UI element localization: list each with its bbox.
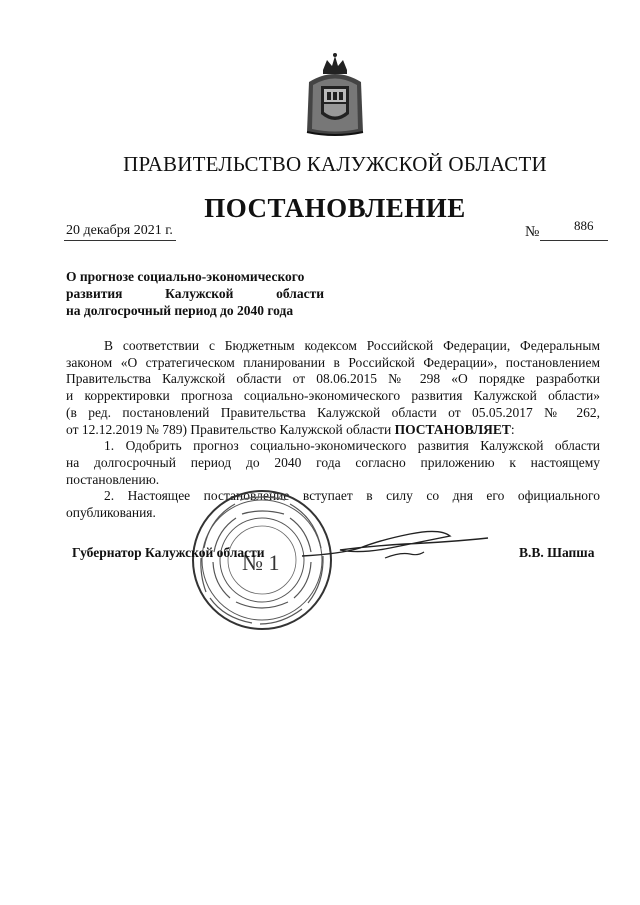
body-p2-line3: постановлению. xyxy=(66,471,160,487)
body-p2-line2: на долгосрочный период до 2040 года согласно приложению к настоящему xyxy=(66,454,600,470)
body-p2-line1: 1. Одобрить прогноз социально-экономического развития Калужской области xyxy=(104,438,600,454)
document-date: 20 декабря 2021 г. xyxy=(66,223,173,238)
coat-of-arms-emblem xyxy=(303,52,367,138)
signatory-title: Губернатор Калужской области xyxy=(72,545,265,560)
document-type-title: ПОСТАНОВЛЕНИЕ xyxy=(204,193,466,223)
body-p1-line1: В соответствии с Бюджетным кодексом Российской Федерации, Федеральным xyxy=(104,338,600,353)
body-p1-line6-text: от 12.12.2019 № 789) Правительство Калужской области xyxy=(66,421,392,437)
signatory-name: В.В. Шапша xyxy=(519,545,595,560)
government-title: ПРАВИТЕЛЬСТВО КАЛУЖСКОЙ ОБЛАСТИ xyxy=(123,152,547,176)
subject-line-3: на долгосрочный период до 2040 года xyxy=(66,303,294,318)
body-p1-line2: законом «О стратегическом планировании в Российской Федерации», постановлением xyxy=(66,354,600,370)
document-number: 886 xyxy=(574,218,594,233)
handwritten-signature xyxy=(300,524,490,564)
number-underline xyxy=(540,240,608,241)
subject-line-1: О прогнозе социально-экономического xyxy=(66,269,305,284)
body-p1-colon: : xyxy=(510,421,515,437)
date-underline xyxy=(64,240,176,241)
body-postanovlyaet: ПОСТАНОВЛЯЕТ xyxy=(394,421,511,437)
body-p3-line1: 2. Настоящее постановление вступает в силу со дня его официального xyxy=(104,488,600,504)
body-p1-line5: (в ред. постановлений Правительства Калужской области от 05.05.2017 № 262, xyxy=(66,404,600,420)
body-p1-line3: Правительства Калужской области от 08.06.2015 № 298 «О порядке разработки xyxy=(66,371,600,387)
number-label: № xyxy=(525,224,540,240)
body-p3-line2: опубликования. xyxy=(66,505,156,521)
subject-line-2: развития Калужской области xyxy=(66,286,324,301)
document-subject xyxy=(66,268,324,319)
body-p1-line6 xyxy=(66,422,600,439)
body-p1-line4: и корректировки прогноза социально-экономического развития Калужской области» xyxy=(66,388,600,404)
seal-number: № 1 xyxy=(242,550,280,575)
